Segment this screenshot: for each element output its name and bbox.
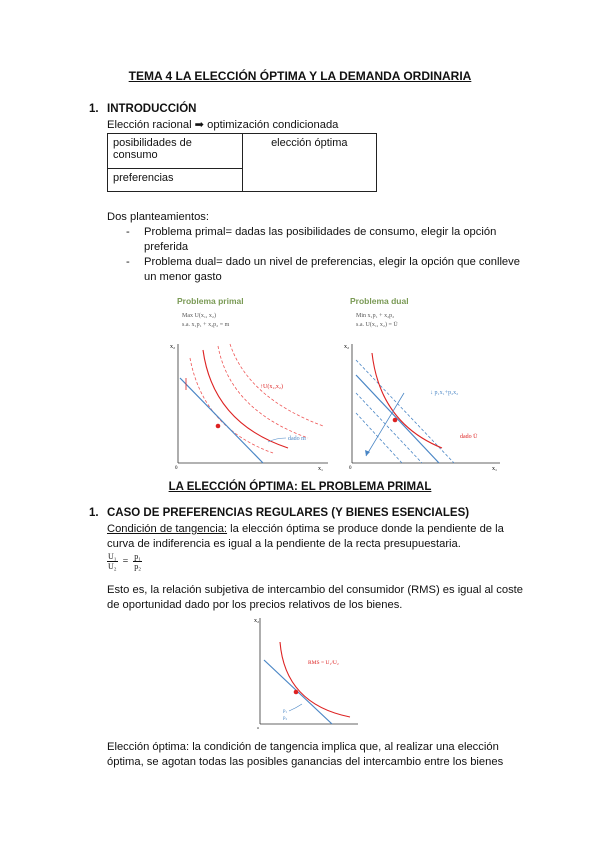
tangency-paragraph	[107, 522, 527, 552]
origin-label: 0	[349, 466, 352, 471]
utility-label: dado Ū	[460, 434, 478, 440]
dual-figure-title: Problema dual	[350, 296, 409, 306]
eq-rhs-denominator: p₂	[134, 562, 142, 571]
price-label-pointer	[289, 704, 302, 711]
optimum-point	[216, 424, 221, 429]
closing-paragraph: Elección óptima: la condición de tangencia implica que, al realizar una elección óptima, se agotan todas las posibles ganancias del intercambio entre los bienes	[107, 741, 504, 768]
indifference-curve	[372, 353, 442, 448]
indifference-curve-high	[218, 346, 308, 438]
bullet-dual: Problema dual= dado un nivel de preferencias, elegir la opción que conlleve un menor gasto	[144, 256, 520, 283]
tangency-condition-text: la elección óptima se produce donde la pendiente de la curva de indiferencia es igual a la pendiente de la recta presupuestaria.	[107, 523, 504, 550]
dual-formula-min: Min x₁p₁ + x₂p₂	[356, 313, 395, 319]
table-cell-optimal-choice: elección óptima	[242, 134, 376, 192]
section-number: 1.	[89, 103, 99, 115]
y-axis-label: x₂	[344, 344, 350, 350]
bullet-marker: -	[126, 226, 130, 238]
eq-rhs-numerator: p₁	[134, 552, 142, 561]
section-subtitle: Elección racional ➡ optimización condicionada	[107, 119, 339, 131]
section2-number: 1.	[89, 507, 99, 519]
section2-heading: CASO DE PREFERENCIAS REGULARES (Y BIENES ESENCIALES)	[107, 507, 470, 519]
table-cell-possibilities: posibilidades de consumo	[108, 134, 243, 169]
section2-title: LA ELECCIÓN ÓPTIMA: EL PROBLEMA PRIMAL	[168, 481, 432, 493]
choice-table	[107, 133, 377, 192]
price-ratio-numerator: p₁	[283, 709, 288, 714]
page-title: TEMA 4 LA ELECCIÓN ÓPTIMA Y LA DEMANDA ORDINARIA	[128, 69, 472, 83]
table-cell-preferences: preferencias	[108, 169, 243, 192]
tangency-condition-label: Condición de tangencia:	[107, 523, 228, 535]
budget-line-optimal	[356, 375, 439, 463]
rms-explanation: Esto es, la relación subjetiva de intercambio del consumidor (RMS) es igual al coste de oportunidad dado por los precios relativos de los bienes.	[107, 584, 523, 611]
rms-label: RMS = U₁/U₂	[308, 660, 339, 666]
optimum-point	[294, 690, 299, 695]
optimum-point	[393, 418, 398, 423]
origin-label: 0	[175, 466, 178, 471]
x-axis-label: x₁	[318, 466, 324, 472]
primal-figure-title: Problema primal	[177, 296, 244, 306]
bullet-primal: Problema primal= dadas las posibilidades de consumo, elegir la opción preferida	[144, 226, 497, 253]
price-ratio-denominator: p₂	[283, 716, 288, 721]
cost-label: ↓ p₁x₁+p₂x₂	[430, 390, 459, 396]
bullet-marker: -	[126, 256, 130, 268]
eq-equals: =	[122, 556, 129, 567]
utility-label: ↑U(x₁,x₂)	[260, 384, 284, 390]
y-axis-label: x₂	[170, 344, 176, 350]
origin-label: 0	[257, 726, 259, 729]
indifference-curve	[280, 642, 350, 717]
eq-lhs-denominator: U₂	[108, 562, 117, 571]
cost-arrow	[366, 393, 404, 456]
tangency-equation	[107, 552, 142, 571]
y-axis-label: x₂	[254, 618, 260, 624]
section-heading: INTRODUCCIÓN	[107, 103, 197, 115]
indifference-curve-low	[190, 358, 273, 453]
primal-chart	[168, 338, 338, 473]
eq-lhs-numerator: U₁	[108, 552, 117, 561]
dual-chart	[342, 338, 507, 473]
dual-formula-constraint: s.a. U(x₁, x₂) = Ū	[356, 322, 398, 328]
planteamientos-intro: Dos planteamientos:	[107, 211, 209, 223]
primal-formula-max: Max U(x₁, x₂)	[182, 313, 217, 319]
primal-formula-constraint: s.a. x₁p₁ + x₂p₂ = m	[182, 322, 230, 328]
budget-label: dado m	[288, 436, 306, 442]
tangency-chart	[250, 614, 360, 729]
indifference-curve-optimal	[203, 350, 288, 448]
budget-line	[180, 378, 263, 463]
x-axis-label: x₁	[492, 466, 498, 472]
